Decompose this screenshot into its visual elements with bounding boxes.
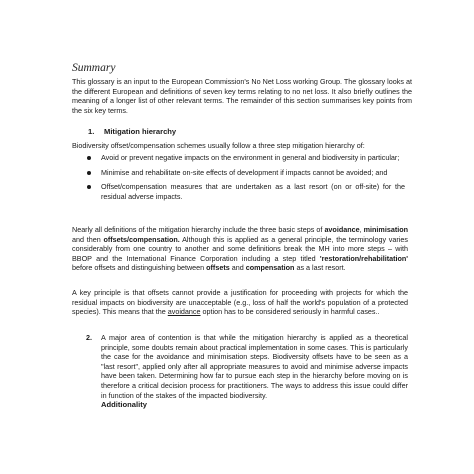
underlined-term: avoidance <box>167 307 201 317</box>
bullet-icon <box>87 185 91 189</box>
text-run: Nearly all definitions of the mitigation hierarchy include the three basic steps of <box>72 225 325 234</box>
text-run: and then <box>72 234 104 244</box>
paragraph-number: 2. <box>86 333 92 342</box>
bold-term: offsets <box>206 263 230 273</box>
subheading-additionality: Additionality <box>101 400 147 410</box>
list-item <box>85 153 405 163</box>
paragraph-text: A major area of contention is that while the mitigation hierarchy is applied as a theoretical principle, some doubts remain about practical implementation in some cases. This is particularly the case for the avoidance and minimisation steps. Biodiversity offsets have to be seen as a "last resort", applied only after all appropriate measures to avoid and minimise adverse impacts have been taken. Determining how far to pursue each step in the hierarchy before moving on is therefore a critical decision process for practitioners. The ways to address this issue could differ in function of the stakes of the impacted biodiversity. <box>101 333 408 400</box>
list-item <box>85 168 405 178</box>
list-item-text: Offset/compensation measures that are undertaken as a last resort (on or off-site) for the residual adverse impacts. <box>101 182 405 201</box>
section-lead-paragraph: Biodiversity offset/compensation schemes usually follow a three step mitigation hierarchy of: <box>72 141 365 150</box>
bullet-icon <box>87 171 91 175</box>
mitigation-steps-paragraph <box>72 225 408 273</box>
text-run: option has to be considered seriously in harmful cases.. <box>200 307 380 317</box>
bold-term: compensation <box>245 263 295 273</box>
bullet-icon <box>87 156 91 160</box>
list-item-text: Avoid or prevent negative impacts on the environment in general and biodiversity in particular; <box>101 153 400 162</box>
text-run: and <box>229 263 246 273</box>
page-title: Summary <box>72 62 116 74</box>
text-run: as a last resort. <box>294 263 346 273</box>
list-item-text: Minimise and rehabilitate on-site effects of development if impacts cannot be avoided; and <box>101 167 388 177</box>
bold-term: offsets/compensation. <box>103 234 180 244</box>
list-item <box>85 182 405 201</box>
mitigation-steps-list <box>85 153 405 206</box>
section-heading-mitigation-hierarchy <box>88 127 176 137</box>
text-run: , <box>359 225 364 234</box>
text-run: Although this is applied as a general principle, the terminology varies considerably from one country to another and some definitions break the MH into more steps – with BBOP and the International Finance Corporation including a step titled <box>72 234 408 263</box>
bold-term: avoidance <box>324 225 360 234</box>
key-principle-paragraph <box>72 288 408 317</box>
section-title: Mitigation hierarchy <box>104 127 177 136</box>
text-run: A key principle is that offsets cannot provide a justification for proceeding with projects for which the residual impacts on biodiversity are unacceptable (e.g., loss of half the world's population of a protected species). This means that the <box>72 288 408 317</box>
section-number: 1. <box>88 127 95 136</box>
text-run: before offsets and distinguishing between <box>72 263 207 273</box>
numbered-paragraph-2 <box>86 333 408 410</box>
intro-paragraph: This glossary is an input to the European Commission's No Net Loss working Group. The glossary looks at the different European and definitions of seven key terms relating to no net loss. It also briefly outlines the meaning of a longer list of other relevant terms. The remainder of this section summarises key points from the six key terms. <box>72 77 412 115</box>
bold-term: 'restoration/rehabilitation' <box>319 253 408 263</box>
bold-term: minimisation <box>363 225 408 234</box>
